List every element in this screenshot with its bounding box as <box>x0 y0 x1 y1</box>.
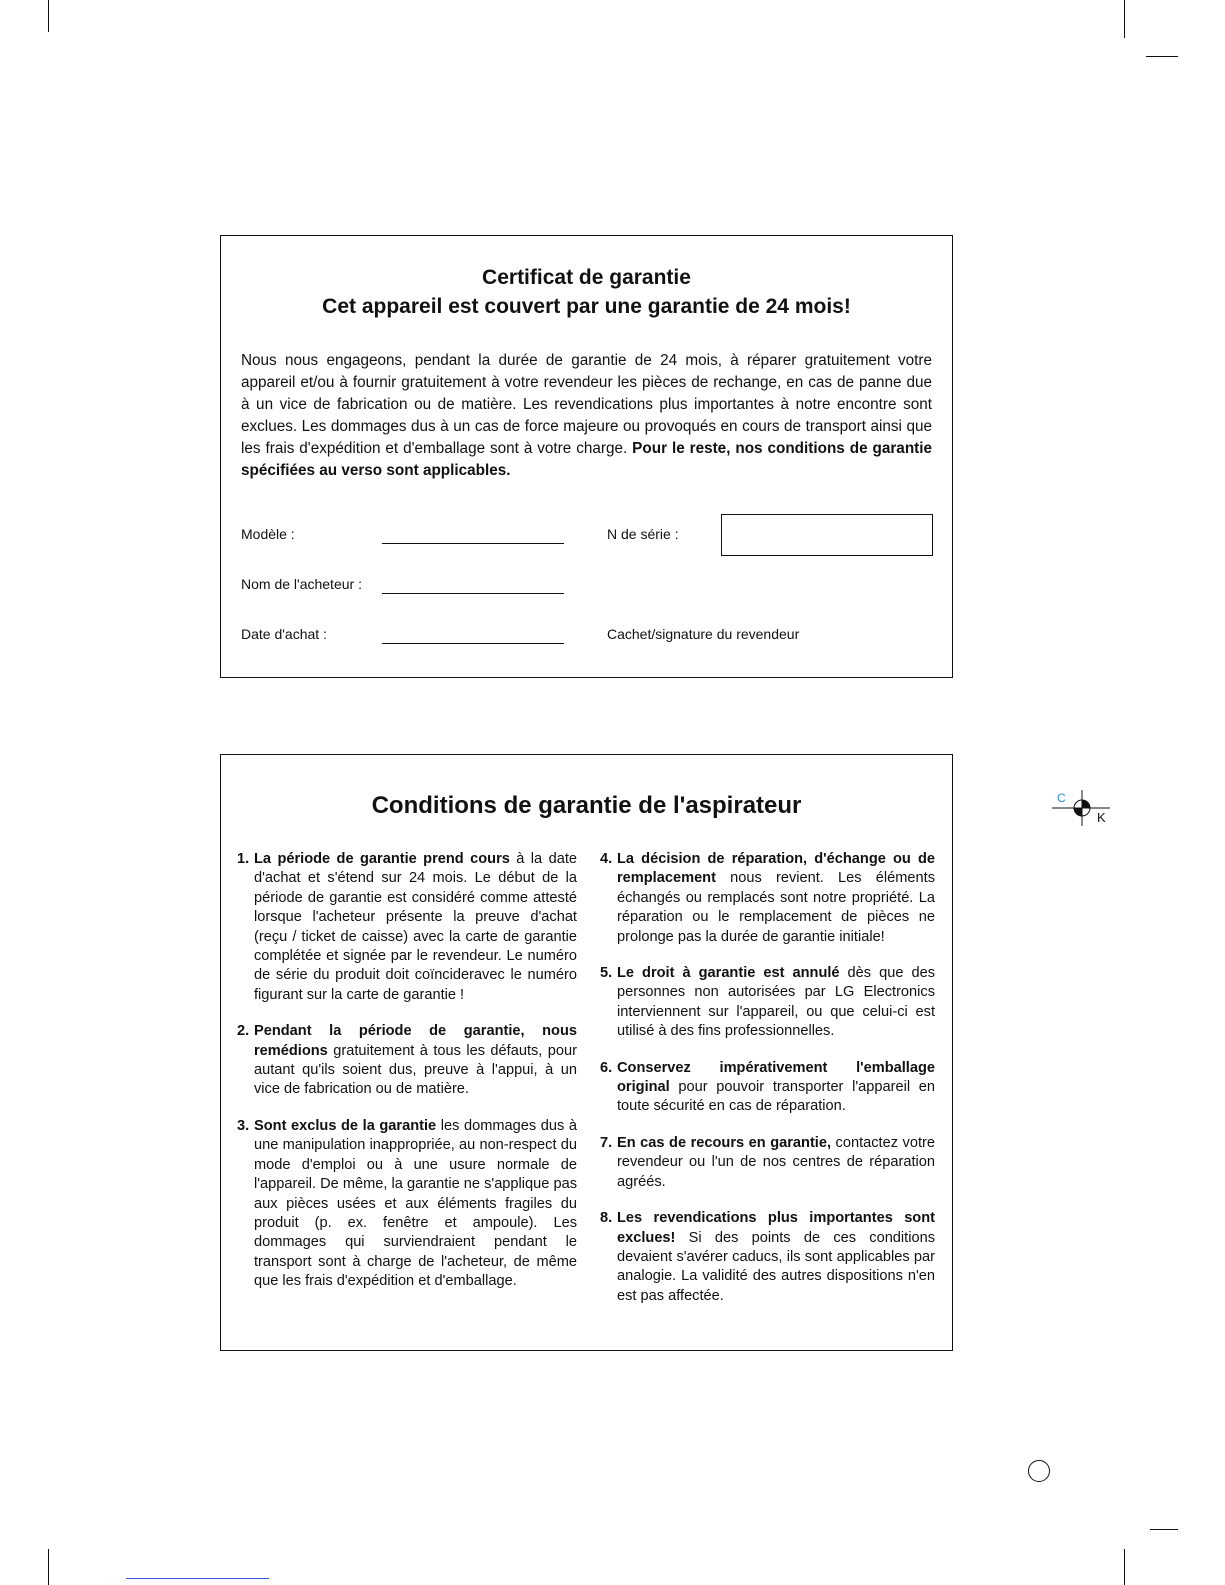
crop-mark <box>1146 56 1178 57</box>
condition-body: contactez votre revendeur ou l'un de nos centres de réparation agréés. <box>617 1134 935 1190</box>
condition-item <box>237 850 577 1005</box>
condition-heading: Sont exclus de la garantie <box>254 1117 437 1134</box>
condition-number: 3. <box>237 1117 250 1134</box>
condition-heading: Pendant la période de garantie, nous remédions <box>254 1023 577 1059</box>
conditions-column-left <box>237 850 577 1309</box>
serial-label: N de série : <box>607 526 679 542</box>
certificate-body-text: Nous nous engageons, pendant la durée de garantie de 24 mois, à réparer gratuitement votre appareil et/ou à fournir gratuitement à votre revendeur les pièces de rechange, en cas de panne due à un vice de fabrication ou de matière. Les revendications plus importantes à notre encontre sont exclues. Les dommages dus à un cas de force majeure ou provoqués en cours de transport ainsi que les frais d'expédition et d'emballage sont à votre charge. <box>241 352 932 457</box>
condition-text <box>617 964 935 1042</box>
serial-field[interactable] <box>721 514 933 556</box>
condition-text <box>617 850 935 947</box>
condition-number: 8. <box>600 1210 613 1227</box>
condition-number: 7. <box>600 1134 613 1151</box>
condition-body: dès que des personnes non autorisées par LG Electronics interviennent sur l'appareil, ou que celui-ci est utilisé à des fins professionnelles. <box>617 965 935 1040</box>
conditions-column-right <box>600 850 935 1323</box>
condition-heading: Les revendications plus importantes sont exclues! <box>617 1210 935 1246</box>
condition-body: Si des points de ces conditions devaient s'avérer caducs, ils sont applicables par analogie. La validité des autres dispositions n'en est pas affectée. <box>617 1229 935 1304</box>
condition-item <box>237 1117 577 1292</box>
buyer-name-label: Nom de l'acheteur : <box>241 576 362 592</box>
condition-item <box>600 964 935 1042</box>
condition-number: 1. <box>237 851 250 867</box>
condition-number: 4. <box>600 851 613 867</box>
crop-mark <box>1150 1529 1178 1530</box>
certificate-body-bold: Pour le reste, nos conditions de garantie spécifiées au verso sont applicables. <box>241 440 933 479</box>
model-label: Modèle : <box>241 526 295 542</box>
warranty-certificate <box>220 235 953 678</box>
crop-mark <box>1124 1549 1125 1585</box>
registration-k-label: K <box>1097 810 1106 825</box>
condition-text <box>617 1059 935 1117</box>
condition-item <box>600 1209 935 1306</box>
condition-number: 5. <box>600 965 613 982</box>
condition-text <box>617 1209 935 1306</box>
registration-c-label: C <box>1057 791 1066 805</box>
warranty-conditions <box>220 754 953 1351</box>
condition-text <box>254 850 577 1005</box>
condition-item <box>600 1059 935 1117</box>
condition-body: nous revient. Les éléments échangés ou remplacés sont notre propriété. La réparation ou le remplacement de pièces ne prolonge pas la durée de garantie initiale! <box>617 870 935 945</box>
condition-body: à la date d'achat et s'étend sur 24 mois. Le début de la période de garantie est considéré comme attesté lorsque l'acheteur présente la preuve d'achat (reçu / ticket de caisse) avec la carte de garantie complétée et signée par le revendeur. Le numéro de série du produit doit coïncideravec le numéro figurant sur la carte de garantie ! <box>254 851 577 1003</box>
bottom-underline <box>126 1578 269 1579</box>
condition-body: pour pouvoir transporter l'appareil en toute sécurité en cas de réparation. <box>617 1079 935 1115</box>
certificate-body <box>241 350 932 482</box>
dealer-stamp-label: Cachet/signature du revendeur <box>607 626 800 642</box>
condition-number: 2. <box>237 1023 250 1040</box>
condition-heading: En cas de recours en garantie, <box>617 1134 832 1151</box>
condition-heading: La décision de réparation, d'échange ou de remplacement <box>617 851 935 887</box>
certificate-subtitle: Cet appareil est couvert par une garantie de 24 mois! <box>322 295 851 318</box>
condition-body: les dommages dus à une manipulation inappropriée, au non-respect du mode d'emploi ou à une usure normale de l'appareil. De même, la garantie ne s'applique pas aux pièces usées et aux éléments fragiles du produit (p. ex. fenêtre et ampoule). Les dommages qui surviendraient pendant le transport sont à charge de l'acheteur, de même que les frais d'expédition et d'emballage. <box>254 1117 577 1290</box>
purchase-date-label: Date d'achat : <box>241 626 327 642</box>
conditions-title: Conditions de garantie de l'aspirateur <box>371 792 802 819</box>
condition-item <box>237 1022 577 1100</box>
certificate-title: Certificat de garantie <box>482 266 691 289</box>
crop-mark <box>1124 0 1125 38</box>
condition-item <box>600 850 935 947</box>
page-marker-circle <box>1028 1460 1050 1482</box>
condition-item <box>600 1134 935 1192</box>
condition-body: gratuitement à tous les défauts, pour autant qu'ils soient dus, preuve à l'appui, à un vice de fabrication ou de matière. <box>254 1042 577 1098</box>
condition-heading: Le droit à garantie est annulé <box>617 965 840 982</box>
model-field[interactable] <box>382 543 564 544</box>
condition-number: 6. <box>600 1059 613 1076</box>
crop-mark <box>48 1549 49 1585</box>
buyer-name-field[interactable] <box>382 593 564 594</box>
condition-text <box>254 1117 577 1292</box>
condition-heading: La période de garantie prend cours <box>254 851 510 867</box>
condition-text <box>617 1134 935 1192</box>
purchase-date-field[interactable] <box>382 643 564 644</box>
condition-heading: Conservez impérativement l'emballage original <box>617 1059 935 1096</box>
condition-text <box>254 1022 577 1100</box>
crop-mark <box>48 0 49 32</box>
